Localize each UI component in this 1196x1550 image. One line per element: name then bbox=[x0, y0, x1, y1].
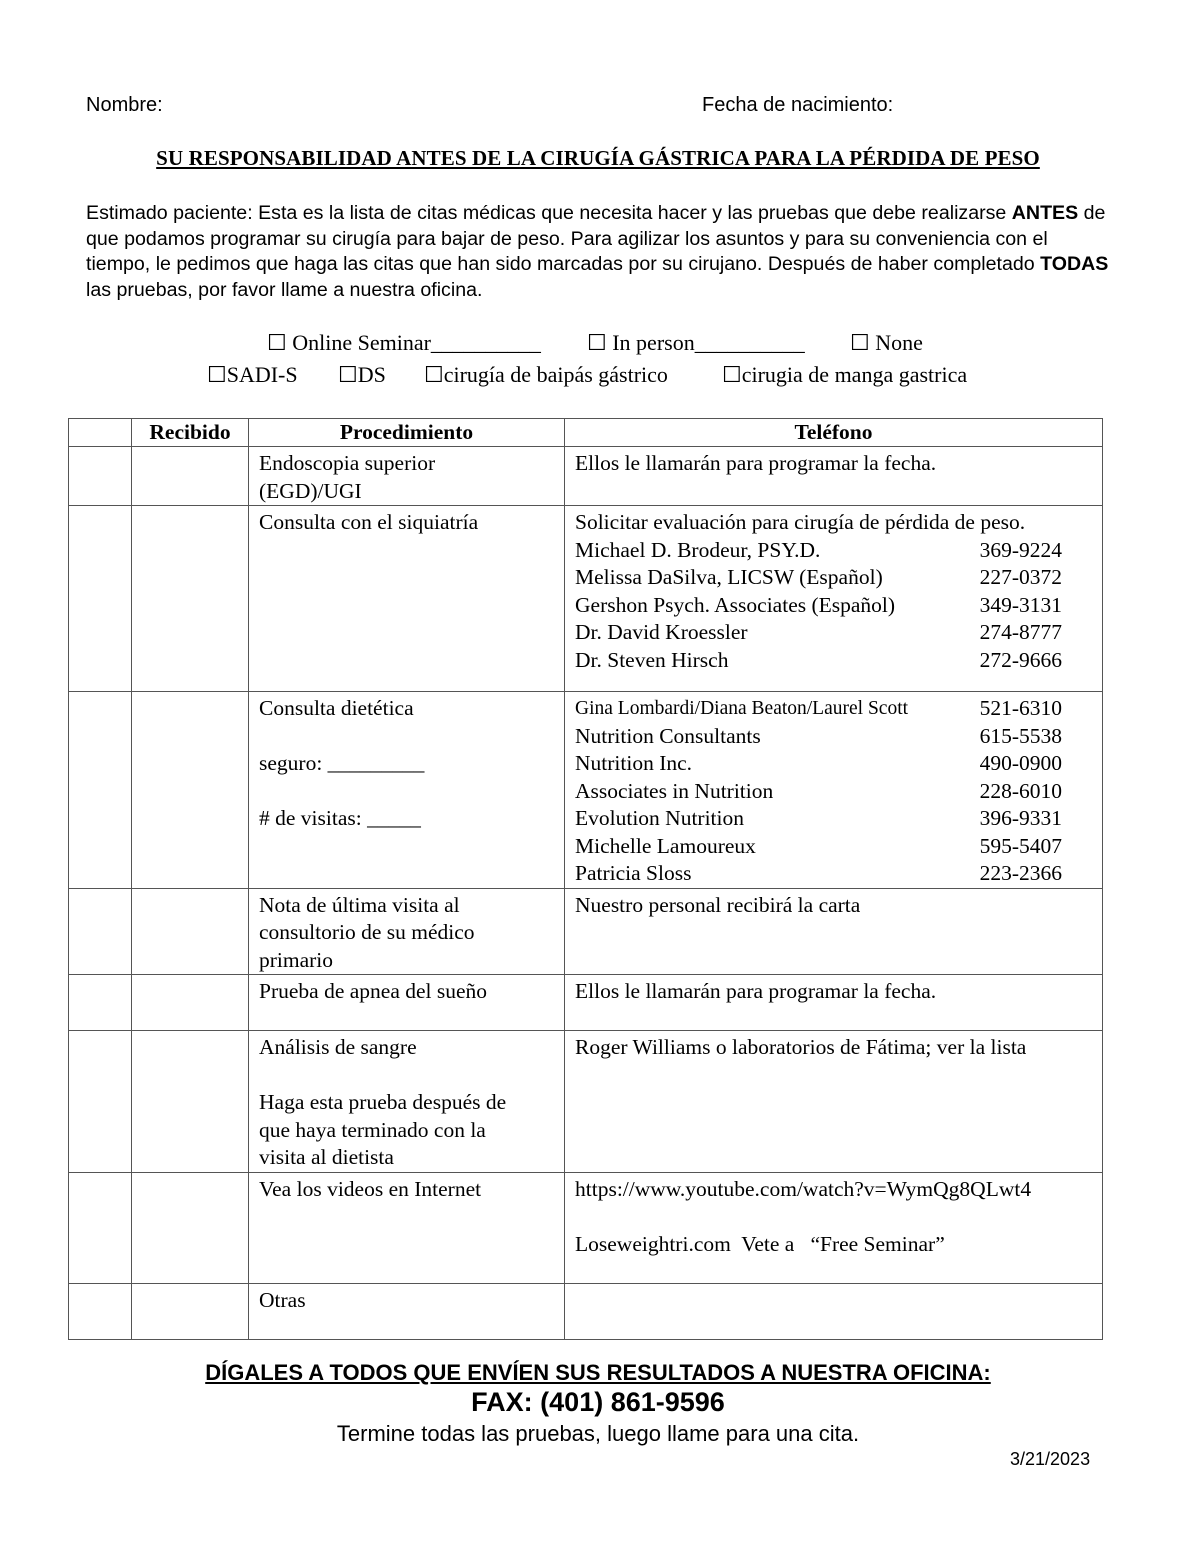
contact-phone: 274-8777 bbox=[979, 620, 1062, 644]
fax-number: FAX: (401) 861-9596 bbox=[471, 1387, 725, 1417]
contact-phone: 223-2366 bbox=[979, 861, 1062, 885]
contact-entry bbox=[575, 619, 1092, 647]
phone-cell bbox=[565, 888, 1103, 975]
contact-name: Melissa DaSilva, LICSW (Español) bbox=[575, 565, 883, 589]
seminar-link[interactable]: Loseweightri.com Vete a “Free Seminar” bbox=[575, 1231, 945, 1256]
procedure-text: Nota de última visita al bbox=[259, 892, 460, 917]
check-cell[interactable] bbox=[69, 1283, 132, 1339]
procedure-cell bbox=[249, 1283, 565, 1339]
procedure-cell bbox=[249, 888, 565, 975]
video-link[interactable]: https://www.youtube.com/watch?v=WymQg8QLwt4 bbox=[575, 1176, 1032, 1201]
contact-phone: 490-0900 bbox=[979, 751, 1062, 775]
phone-cell bbox=[565, 1031, 1103, 1173]
procedure-text: (EGD)/UGI bbox=[259, 478, 362, 503]
intro-text-3: las pruebas, por favor llame a nuestra oficina. bbox=[86, 278, 483, 301]
revision-date: 3/21/2023 bbox=[1010, 1449, 1091, 1469]
received-cell[interactable] bbox=[132, 1283, 249, 1339]
procedure-text: Consulta dietética bbox=[259, 696, 414, 720]
contact-name: Patricia Sloss bbox=[575, 861, 692, 885]
contact-phone: 227-0372 bbox=[979, 565, 1062, 589]
contact-name: Nutrition Consultants bbox=[575, 723, 761, 748]
procedure-text: primario bbox=[259, 947, 334, 972]
checkbox-online-seminar[interactable]: ☐ Online Seminar__________ bbox=[267, 330, 541, 355]
phone-text: Solicitar evaluación para cirugía de pérdida de peso. bbox=[575, 510, 1026, 534]
procedure-text: Otras bbox=[259, 1287, 306, 1312]
contact-entry bbox=[575, 860, 1092, 888]
check-cell[interactable] bbox=[69, 447, 132, 506]
table-row bbox=[69, 692, 1103, 889]
phone-text: Ellos le llamarán para programar la fecha. bbox=[575, 979, 937, 1003]
check-cell[interactable] bbox=[69, 888, 132, 975]
contact-name: Evolution Nutrition bbox=[575, 806, 745, 830]
contact-name: Michael D. Brodeur, PSY.D. bbox=[575, 537, 821, 562]
contact-phone: 228-6010 bbox=[979, 778, 1062, 803]
contact-name: Gina Lombardi/Diana Beaton/Laurel Scott bbox=[575, 698, 909, 719]
contact-name: Nutrition Inc. bbox=[575, 751, 693, 775]
header-received: Recibido bbox=[132, 419, 249, 447]
contact-name: Michelle Lamoureux bbox=[575, 833, 756, 858]
phone-cell bbox=[565, 1172, 1103, 1283]
name-label: Nombre: bbox=[86, 94, 163, 116]
contact-entry bbox=[575, 564, 1092, 592]
check-cell[interactable] bbox=[69, 975, 132, 1031]
footer-note: Termine todas las pruebas, luego llame para una cita. bbox=[336, 1421, 860, 1446]
checkbox-none[interactable]: ☐ None bbox=[850, 330, 923, 355]
check-cell[interactable] bbox=[69, 692, 132, 889]
contact-entry bbox=[575, 647, 1092, 675]
procedure-cell bbox=[249, 506, 565, 692]
contact-phone: 615-5538 bbox=[979, 723, 1062, 748]
received-cell[interactable] bbox=[132, 692, 249, 889]
procedure-cell bbox=[249, 692, 565, 889]
procedure-text: visita al dietista bbox=[259, 1145, 394, 1169]
phone-cell bbox=[565, 447, 1103, 506]
received-cell[interactable] bbox=[132, 888, 249, 975]
checkbox-gastric-bypass[interactable]: ☐cirugía de baipás gástrico bbox=[424, 362, 668, 387]
page-title: SU RESPONSABILIDAD ANTES DE LA CIRUGÍA GÁSTRICA PARA LA PÉRDIDA DE PESO bbox=[156, 146, 1040, 170]
check-cell[interactable] bbox=[69, 506, 132, 692]
phone-text: Nuestro personal recibirá la carta bbox=[575, 892, 861, 917]
appointments-table bbox=[68, 418, 1103, 1340]
table-header-row bbox=[69, 419, 1103, 447]
contact-entry bbox=[575, 537, 1092, 565]
intro-text-1: Estimado paciente: Esta es la lista de citas médicas que necesita hacer y las pruebas que debe realizarse bbox=[86, 202, 1012, 224]
dob-label: Fecha de nacimiento: bbox=[702, 94, 894, 116]
intro-bold-2: TODAS bbox=[1040, 253, 1109, 275]
table-row bbox=[69, 506, 1103, 692]
checkbox-sadi-s[interactable]: ☐SADI-S bbox=[207, 362, 298, 387]
contact-entry bbox=[575, 592, 1092, 620]
phone-cell bbox=[565, 692, 1103, 889]
check-cell[interactable] bbox=[69, 1172, 132, 1283]
contact-phone: 272-9666 bbox=[979, 647, 1062, 672]
phone-text: Ellos le llamarán para programar la fecha. bbox=[575, 451, 937, 475]
header-blank bbox=[69, 419, 132, 447]
procedure-text: Prueba de apnea del sueño bbox=[259, 979, 488, 1003]
contact-name: Dr. David Kroessler bbox=[575, 620, 748, 644]
phone-text: Roger Williams o laboratorios de Fátima; ver la lista bbox=[575, 1035, 1027, 1059]
received-cell[interactable] bbox=[132, 1031, 249, 1173]
contact-phone: 521-6310 bbox=[979, 696, 1062, 720]
contact-entry bbox=[575, 750, 1092, 778]
table-row bbox=[69, 447, 1103, 506]
table-row bbox=[69, 888, 1103, 975]
intro-text-2: de que podamos programar su cirugía para bajar de peso. Para agilizar los asuntos y para su conveniencia con el tiempo, le pedimos que haga las citas que han sido marcadas por su cirujano. Después de haber completado bbox=[86, 202, 1106, 275]
phone-cell bbox=[565, 1283, 1103, 1339]
contact-name: Gershon Psych. Associates (Español) bbox=[575, 592, 896, 617]
header-phone: Teléfono bbox=[565, 419, 1103, 447]
table-row bbox=[69, 1031, 1103, 1173]
received-cell[interactable] bbox=[132, 1172, 249, 1283]
checkbox-ds[interactable]: ☐DS bbox=[338, 362, 386, 387]
contact-entry bbox=[575, 723, 1092, 751]
contact-phone: 396-9331 bbox=[979, 806, 1062, 830]
intro-bold-1: ANTES bbox=[1011, 202, 1079, 224]
contact-name: Associates in Nutrition bbox=[575, 778, 774, 803]
checkbox-gastric-sleeve[interactable]: ☐cirugia de manga gastrica bbox=[722, 362, 968, 387]
procedure-text: Análisis de sangre bbox=[259, 1035, 417, 1059]
contact-phone: 369-9224 bbox=[979, 537, 1062, 562]
phone-cell bbox=[565, 975, 1103, 1031]
table-row bbox=[69, 1172, 1103, 1283]
checkbox-in-person[interactable]: ☐ In person__________ bbox=[587, 330, 805, 355]
contact-entry bbox=[575, 778, 1092, 806]
contact-entry bbox=[575, 833, 1092, 861]
procedure-cell bbox=[249, 1172, 565, 1283]
procedure-text: Consulta con el siquiatría bbox=[259, 510, 479, 534]
intro-paragraph bbox=[86, 201, 1116, 303]
procedure-cell bbox=[249, 975, 565, 1031]
procedure-text: que haya terminado con la bbox=[259, 1117, 486, 1142]
contact-entry bbox=[575, 805, 1092, 833]
check-cell[interactable] bbox=[69, 1031, 132, 1173]
procedure-text: Vea los videos en Internet bbox=[259, 1176, 482, 1201]
patient-header bbox=[0, 94, 1196, 122]
contact-name: Dr. Steven Hirsch bbox=[575, 647, 729, 672]
procedure-cell bbox=[249, 1031, 565, 1173]
visits-field[interactable]: # de visitas: _____ bbox=[259, 806, 421, 830]
table-row bbox=[69, 975, 1103, 1031]
procedure-text: consultorio de su médico bbox=[259, 920, 475, 944]
procedure-text: Endoscopia superior bbox=[259, 451, 436, 475]
contact-phone: 595-5407 bbox=[979, 833, 1062, 858]
contact-phone: 349-3131 bbox=[979, 592, 1062, 617]
insurance-field[interactable]: seguro: _________ bbox=[259, 751, 425, 775]
table-row bbox=[69, 1283, 1103, 1339]
footer-heading: DÍGALES A TODOS QUE ENVÍEN SUS RESULTADOS A NUESTRA OFICINA: bbox=[205, 1360, 991, 1385]
procedure-text: Haga esta prueba después de bbox=[259, 1090, 507, 1114]
phone-cell bbox=[565, 506, 1103, 692]
received-cell[interactable] bbox=[132, 447, 249, 506]
received-cell[interactable] bbox=[132, 506, 249, 692]
header-procedure: Procedimiento bbox=[249, 419, 565, 447]
procedure-cell bbox=[249, 447, 565, 506]
received-cell[interactable] bbox=[132, 975, 249, 1031]
contact-entry bbox=[575, 695, 1092, 723]
